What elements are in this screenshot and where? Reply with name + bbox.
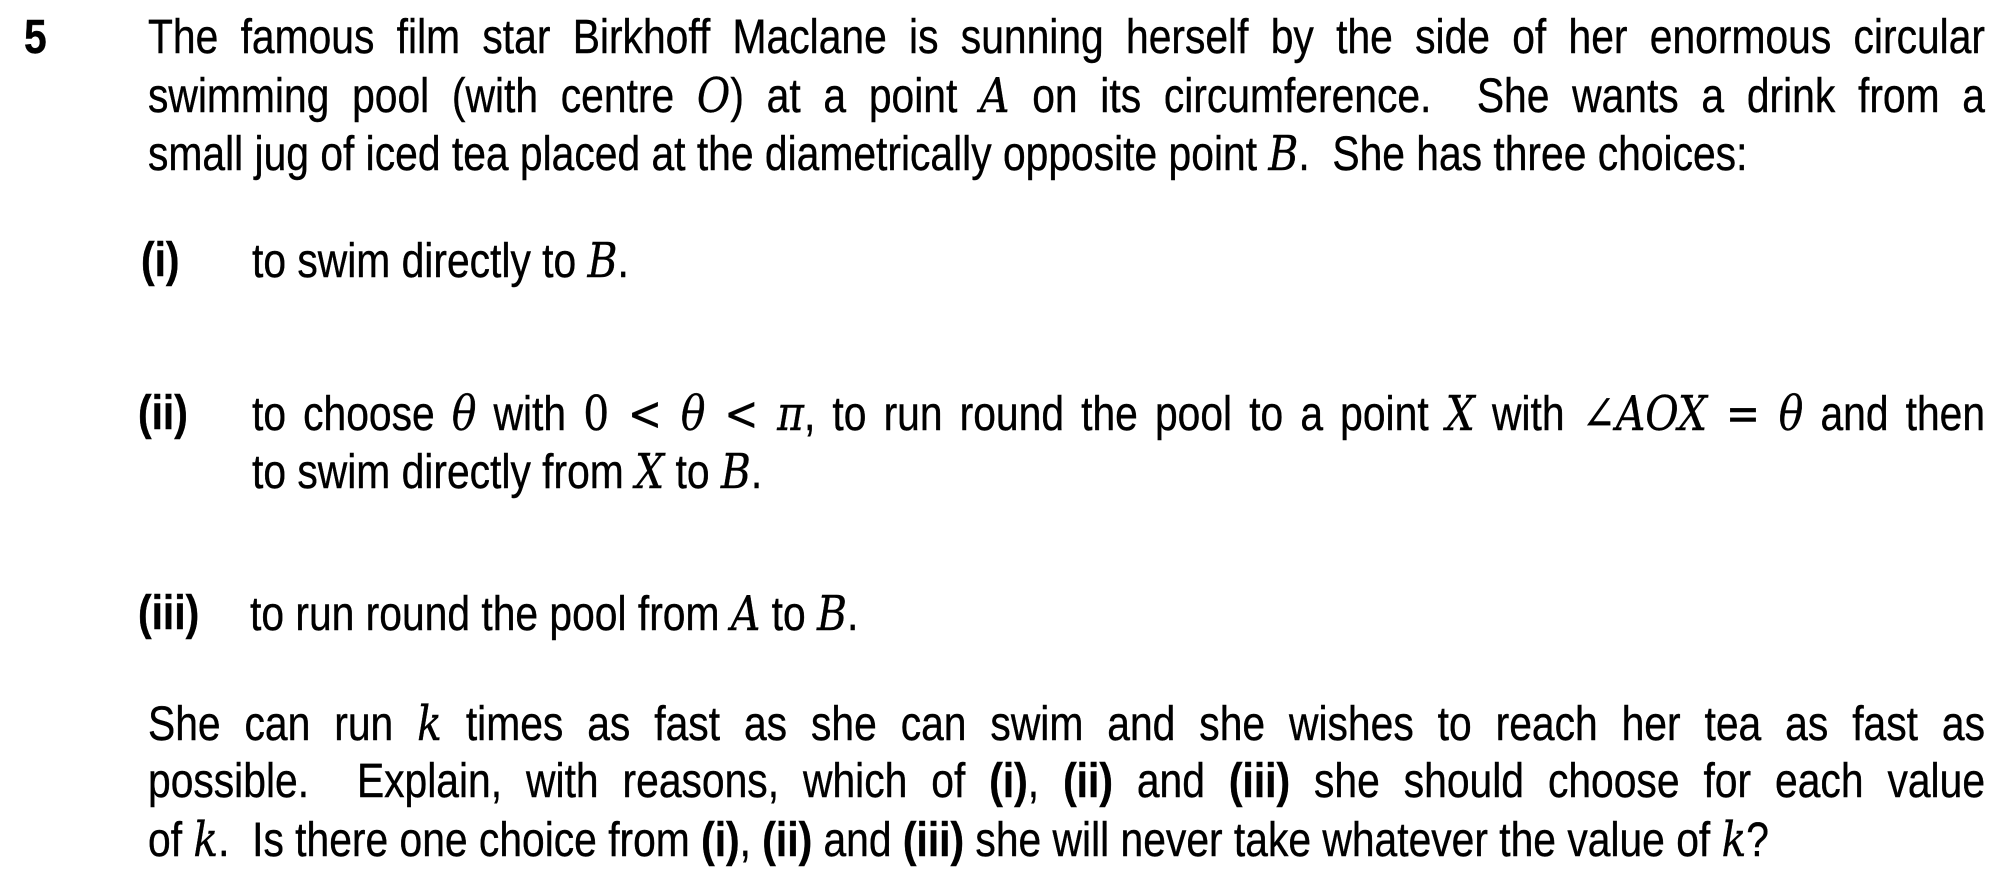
- text-run: .: [617, 235, 629, 288]
- text-run: to choose: [252, 388, 452, 441]
- text-run: ∠: [1581, 386, 1616, 442]
- text-line-runs: [252, 443, 762, 502]
- text-run: ,: [739, 814, 763, 867]
- text-run: to: [760, 588, 817, 641]
- item-i-label-text: (i): [141, 234, 180, 287]
- text-run: θ: [451, 386, 477, 442]
- text-run: possible. Explain, with reasons, which of: [148, 755, 990, 808]
- intro-paragraph: [148, 9, 1985, 183]
- text-run: ?: [1746, 814, 1769, 867]
- text-run: and: [812, 814, 903, 867]
- text-run: O: [696, 68, 731, 124]
- text-run: swimming pool (with centre: [148, 70, 697, 123]
- text-run: times as fast as she can swim and she wishes to reach her tea as fast as: [441, 698, 1985, 751]
- text-run: AOX: [1615, 386, 1708, 442]
- text-line-runs: [148, 695, 1985, 754]
- text-line: [148, 753, 1985, 811]
- text-line: [148, 9, 1985, 67]
- text-run: She can run: [148, 698, 418, 751]
- text-line-runs: [148, 125, 1747, 184]
- question-number-text: 5: [24, 11, 47, 64]
- text-line-runs: [148, 9, 1985, 67]
- item-iii-label: [138, 585, 210, 643]
- text-line: [148, 67, 1985, 125]
- text-line-runs: [148, 753, 1985, 811]
- text-run: A: [730, 586, 761, 642]
- item-ii-label-text: (ii): [138, 387, 188, 440]
- text-run: k: [1721, 812, 1747, 868]
- text-run: ,: [1027, 755, 1064, 808]
- text-run: and then: [1803, 388, 1986, 441]
- text-run: B: [587, 233, 618, 289]
- text-run: .: [750, 446, 763, 499]
- text-run: B: [720, 444, 751, 500]
- text-line-runs: [252, 385, 1985, 444]
- text-line: [148, 695, 1985, 753]
- text-line: [252, 385, 1985, 443]
- text-line-runs: [148, 67, 1985, 126]
- text-run: 0 <: [583, 386, 681, 442]
- text-run: k: [417, 696, 442, 752]
- text-run: on its circumference. She wants a drink from a: [1009, 70, 1986, 123]
- text-run: B: [816, 586, 847, 642]
- text-run: (iii): [1228, 755, 1291, 808]
- text-run: with: [1474, 388, 1582, 441]
- text-run: (i): [989, 755, 1028, 808]
- text-run: she will never take whatever the value of: [964, 814, 1722, 867]
- text-run: with: [476, 388, 584, 441]
- text-run: (i): [701, 814, 740, 867]
- item-iii-text: [250, 585, 1985, 643]
- text-run: to run round the pool from: [250, 588, 731, 641]
- text-run: θ: [1778, 386, 1804, 442]
- text-run: to swim directly to: [252, 235, 588, 288]
- text-run: X: [635, 444, 665, 500]
- text-run: she should choose for each value: [1290, 755, 1986, 808]
- text-run: of: [148, 814, 194, 867]
- text-line-runs: [148, 811, 1769, 870]
- text-run: to: [664, 446, 721, 499]
- text-run: small jug of iced tea placed at the diametrically opposite point: [148, 128, 1269, 181]
- text-run: . Is there one choice from: [218, 814, 702, 867]
- item-iii-label-text: (iii): [138, 587, 200, 640]
- text-run: θ: [680, 386, 706, 442]
- text-run: .: [846, 588, 859, 641]
- text-run: (iii): [902, 814, 965, 867]
- text-line: [148, 125, 1985, 183]
- text-line: [252, 443, 1985, 501]
- text-run: (ii): [762, 814, 813, 867]
- text-run: k: [193, 812, 219, 868]
- text-run: , to run round the pool to a point: [803, 388, 1446, 441]
- question-number: [24, 9, 51, 67]
- item-i-text: [252, 232, 1985, 290]
- text-line: [252, 232, 1985, 290]
- text-run: ) at a point: [730, 70, 981, 123]
- item-i-label: [141, 232, 186, 290]
- text-run: A: [980, 68, 1010, 124]
- text-run: to swim directly from: [252, 446, 636, 499]
- text-line-runs: [250, 585, 858, 644]
- text-run: and: [1112, 755, 1229, 808]
- text-run: The famous film star Birkhoff Maclane is sunning herself by the side of her enormous circular: [148, 11, 1986, 64]
- text-line: [148, 811, 1985, 869]
- text-run: X: [1445, 386, 1475, 442]
- text-run: =: [1707, 386, 1779, 442]
- text-run: . She has three choices:: [1298, 128, 1748, 181]
- text-run: B: [1268, 126, 1299, 182]
- item-ii-label: [138, 385, 197, 443]
- text-run: <: [705, 386, 778, 442]
- item-ii-text: [252, 385, 1985, 501]
- text-line: [250, 585, 1985, 643]
- outro-paragraph: [148, 695, 1985, 869]
- text-run: (ii): [1063, 755, 1113, 808]
- text-run: π: [777, 386, 804, 442]
- text-line-runs: [252, 232, 629, 291]
